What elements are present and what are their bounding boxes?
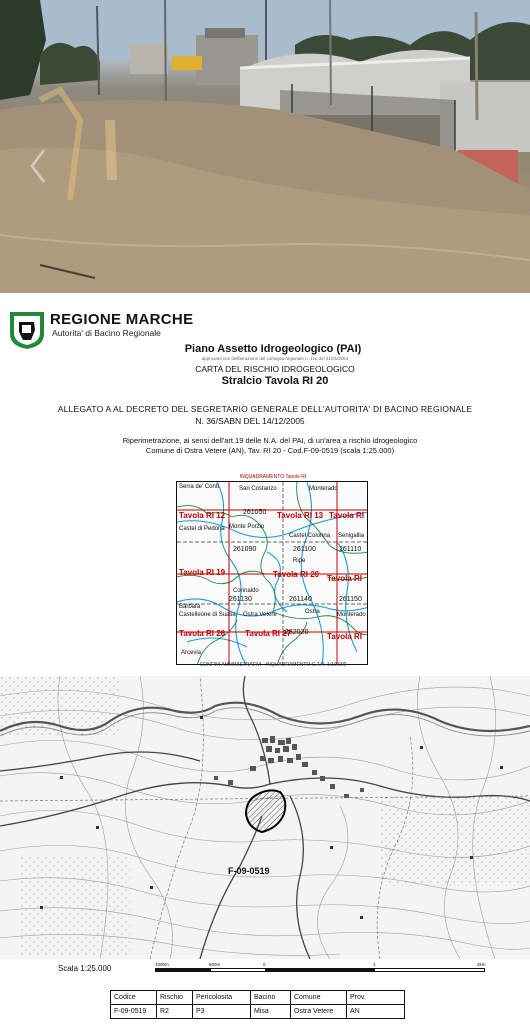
ctr-code: 261110 xyxy=(339,546,362,553)
tavola-label: Tavola RI xyxy=(327,574,362,583)
index-map-footer: CONFINI AMMINISTRATIVI - INQUADRAMENTO C.T.R. 1:10.000 xyxy=(199,662,347,668)
table-header-cell: Bacino xyxy=(251,991,291,1005)
risk-table xyxy=(110,990,405,1019)
org-subtitle: Autorita' di Bacino Regionale xyxy=(52,328,161,338)
scale-tick-label: 500m xyxy=(209,962,221,967)
table-header-cell: Prov. xyxy=(347,991,405,1005)
ctr-code: 261050 xyxy=(243,509,267,516)
document-title: Piano Assetto Idrogeologico (PAI) xyxy=(184,343,362,355)
table-cell: F-09-0519 xyxy=(111,1005,157,1019)
ctr-code: 261130 xyxy=(229,596,252,603)
table-header-cell: Comune xyxy=(291,991,347,1005)
index-place-label: Monte Porzio xyxy=(229,524,265,530)
approval-note: approvato con deliberazione del consiglio regionale n. 116 del 21/01/2004 xyxy=(201,356,349,361)
decree-number: N. 36/SABN DEL 14/12/2005 xyxy=(195,416,305,426)
tavola-label: Tavola RI 19 xyxy=(179,568,226,577)
index-place-label: Barbara xyxy=(179,604,201,610)
index-place-label: Ostra Vetere xyxy=(243,612,277,618)
scale-tick-label: 1 xyxy=(373,962,376,967)
map-type-heading: CARTA DEL RISCHIO IDROGEOLOGICO xyxy=(195,364,355,374)
org-name: REGIONE MARCHE xyxy=(50,311,194,328)
tavola-label: Tavola RI 27 xyxy=(245,629,292,638)
tavola-label: Tavola RI xyxy=(327,632,362,641)
scale-tick-label: 1000m xyxy=(155,962,169,967)
table-cell: P3 xyxy=(193,1005,251,1019)
description-line-1: Riperimetrazione, ai sensi dell'art.19 delle N.A. del PAI, di un'area a rischio idrogeologico xyxy=(122,436,418,445)
table-cell: AN xyxy=(347,1005,405,1019)
scale-bar-segments xyxy=(155,968,485,972)
ctr-code: 261100 xyxy=(293,546,316,553)
table-row xyxy=(111,1005,405,1019)
ctr-code: 261140 xyxy=(289,596,312,603)
table-header-row xyxy=(111,991,405,1005)
table-cell: Ostra Vetere xyxy=(291,1005,347,1019)
ctr-code: 261090 xyxy=(233,546,257,553)
tavola-label: Tavola RI 13 xyxy=(277,511,324,520)
table-cell: R2 xyxy=(157,1005,193,1019)
table-header-cell: Pericolosita xyxy=(193,991,251,1005)
table-header-cell: Rischio xyxy=(157,991,193,1005)
index-place-label: San Costanzo xyxy=(239,486,277,492)
table-header-cell: Codice xyxy=(111,991,157,1005)
index-place-label: Senigallia xyxy=(338,533,365,539)
index-place-label: Serra de' Conti xyxy=(179,484,219,490)
scale-label: Scala 1:25.000 xyxy=(58,964,112,973)
topographic-map xyxy=(0,676,530,959)
index-place-label: Ostra xyxy=(305,609,320,615)
scale-bar xyxy=(155,962,490,976)
index-place-label: Castel di Pedona xyxy=(179,526,225,532)
topographic-map-drawing xyxy=(0,676,530,959)
tavola-label: Tavola RI 26 xyxy=(179,629,226,638)
table-cell: Misa xyxy=(251,1005,291,1019)
tavola-label: Tavola RI 20 xyxy=(273,570,320,579)
flood-photo-drawing xyxy=(0,0,530,293)
index-place-label: Monterado xyxy=(309,486,338,492)
index-map xyxy=(176,481,368,665)
index-place-label: Corinaldo xyxy=(233,588,259,594)
area-code-label: F-09-0519 xyxy=(228,866,270,876)
index-place-label: Arcevia xyxy=(181,650,202,656)
decree-line: ALLEGATO A AL DECRETO DEL SEGRETARIO GENERALE DELL'AUTORITA' DI BACINO REGIONALE xyxy=(57,404,473,414)
scale-tick-label: 0 xyxy=(263,962,266,967)
flood-photo xyxy=(0,0,530,293)
index-place-label: Castelleone di Suasa xyxy=(179,612,236,618)
index-place-label: Monterado xyxy=(337,612,366,618)
description-line-2: Comune di Ostra Vetere (AN), Tav. RI 20 - Cod.F-09-0519 (scala 1:25.000) xyxy=(145,446,395,455)
ctr-code: 261150 xyxy=(339,596,362,603)
tavola-label: Tavola RI xyxy=(329,511,364,520)
scale-tick-label: 2km xyxy=(477,962,486,967)
sheet-heading: Stralcio Tavola RI 20 xyxy=(221,375,329,387)
tavola-label: Tavola RI 12 xyxy=(179,511,226,520)
ctr-code: 282020 xyxy=(285,629,309,636)
index-place-label: Castel Colonna xyxy=(289,533,331,539)
index-map-title: INQUADRAMENTO Tavole RI xyxy=(239,474,307,480)
index-place-label: Ripe xyxy=(293,558,306,564)
